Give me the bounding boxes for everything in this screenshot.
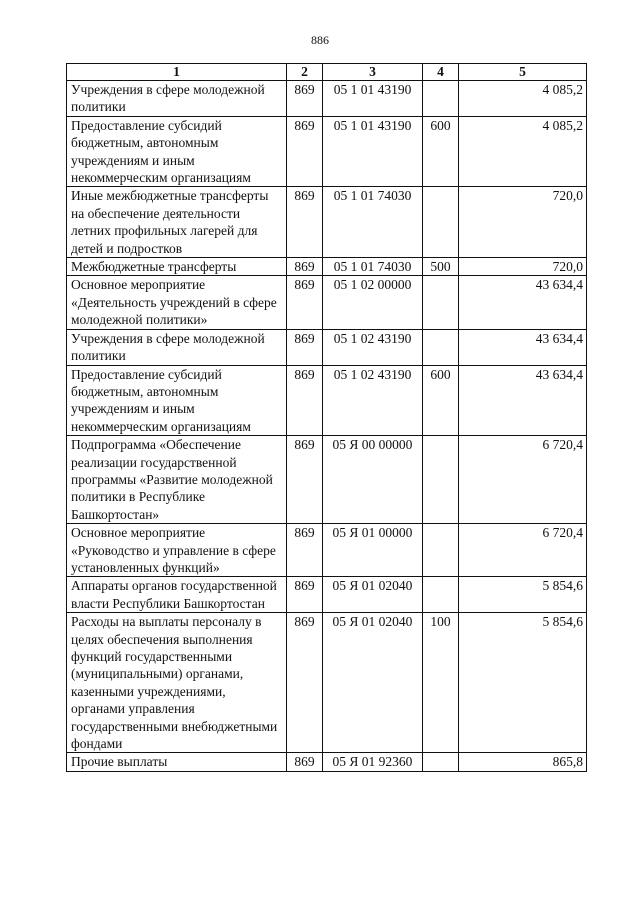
cell-target-article: 05 1 01 74030 <box>323 258 423 276</box>
cell-amount: 5 854,6 <box>459 577 587 613</box>
cell-department: 869 <box>287 436 323 524</box>
table-row <box>67 116 587 187</box>
cell-name: Основное мероприятие «Руководство и управление в сфере установленных функций» <box>67 524 287 577</box>
cell-expense-type <box>423 577 459 613</box>
cell-name: Подпрограмма «Обеспечение реализации государственной программы «Развитие молодежной политики в Республике Башкортостан» <box>67 436 287 524</box>
cell-name: Межбюджетные трансферты <box>67 258 287 276</box>
cell-amount: 720,0 <box>459 258 587 276</box>
cell-amount: 4 085,2 <box>459 116 587 187</box>
cell-amount: 6 720,4 <box>459 524 587 577</box>
cell-target-article: 05 1 01 43190 <box>323 116 423 187</box>
cell-name: Предоставление субсидий бюджетным, автономным учреждениям и иным некоммерческим организациям <box>67 116 287 187</box>
cell-amount: 4 085,2 <box>459 81 587 117</box>
cell-expense-type: 600 <box>423 116 459 187</box>
cell-name: Прочие выплаты <box>67 753 287 771</box>
cell-expense-type: 600 <box>423 365 459 436</box>
budget-table <box>66 63 587 772</box>
cell-target-article: 05 Я 01 00000 <box>323 524 423 577</box>
cell-department: 869 <box>287 116 323 187</box>
table-row <box>67 187 587 258</box>
table-row <box>67 329 587 365</box>
cell-amount: 865,8 <box>459 753 587 771</box>
cell-expense-type: 500 <box>423 258 459 276</box>
table-row <box>67 613 587 753</box>
cell-expense-type <box>423 276 459 329</box>
cell-target-article: 05 1 01 74030 <box>323 187 423 258</box>
cell-amount: 43 634,4 <box>459 276 587 329</box>
cell-expense-type: 100 <box>423 613 459 753</box>
column-header-target-article: 3 <box>323 64 423 81</box>
table-row <box>67 577 587 613</box>
cell-expense-type <box>423 329 459 365</box>
cell-amount: 5 854,6 <box>459 613 587 753</box>
column-header-expense-type: 4 <box>423 64 459 81</box>
cell-name: Учреждения в сфере молодежной политики <box>67 81 287 117</box>
column-header-amount: 5 <box>459 64 587 81</box>
table-row <box>67 258 587 276</box>
cell-department: 869 <box>287 187 323 258</box>
table-row <box>67 753 587 771</box>
table-row <box>67 81 587 117</box>
column-header-department: 2 <box>287 64 323 81</box>
cell-department: 869 <box>287 365 323 436</box>
cell-department: 869 <box>287 753 323 771</box>
page-number: 886 <box>311 33 329 47</box>
table-row <box>67 276 587 329</box>
cell-target-article: 05 Я 00 00000 <box>323 436 423 524</box>
column-header-name: 1 <box>67 64 287 81</box>
cell-amount: 720,0 <box>459 187 587 258</box>
table-row <box>67 436 587 524</box>
cell-name: Учреждения в сфере молодежной политики <box>67 329 287 365</box>
cell-name: Расходы на выплаты персоналу в целях обеспечения выполнения функций государственными (муниципальными) органами, казенными учреждениями, органами управления государственными внебюджетными фондами <box>67 613 287 753</box>
cell-department: 869 <box>287 329 323 365</box>
cell-name: Иные межбюджетные трансферты на обеспечение деятельности летних профильных лагерей для детей и подростков <box>67 187 287 258</box>
cell-target-article: 05 1 02 00000 <box>323 276 423 329</box>
cell-name: Основное мероприятие «Деятельность учреждений в сфере молодежной политики» <box>67 276 287 329</box>
cell-department: 869 <box>287 81 323 117</box>
cell-department: 869 <box>287 276 323 329</box>
cell-amount: 6 720,4 <box>459 436 587 524</box>
cell-expense-type <box>423 753 459 771</box>
cell-expense-type <box>423 436 459 524</box>
cell-target-article: 05 1 02 43190 <box>323 329 423 365</box>
cell-department: 869 <box>287 577 323 613</box>
cell-department: 869 <box>287 613 323 753</box>
cell-target-article: 05 1 01 43190 <box>323 81 423 117</box>
table-header-row <box>67 64 587 81</box>
cell-department: 869 <box>287 258 323 276</box>
cell-amount: 43 634,4 <box>459 329 587 365</box>
cell-target-article: 05 Я 01 02040 <box>323 577 423 613</box>
cell-amount: 43 634,4 <box>459 365 587 436</box>
cell-target-article: 05 Я 01 92360 <box>323 753 423 771</box>
cell-department: 869 <box>287 524 323 577</box>
cell-expense-type <box>423 81 459 117</box>
cell-target-article: 05 Я 01 02040 <box>323 613 423 753</box>
cell-name: Аппараты органов государственной власти Республики Башкортостан <box>67 577 287 613</box>
cell-target-article: 05 1 02 43190 <box>323 365 423 436</box>
cell-name: Предоставление субсидий бюджетным, автономным учреждениям и иным некоммерческим организациям <box>67 365 287 436</box>
cell-expense-type <box>423 524 459 577</box>
table-row <box>67 524 587 577</box>
table-row <box>67 365 587 436</box>
cell-expense-type <box>423 187 459 258</box>
